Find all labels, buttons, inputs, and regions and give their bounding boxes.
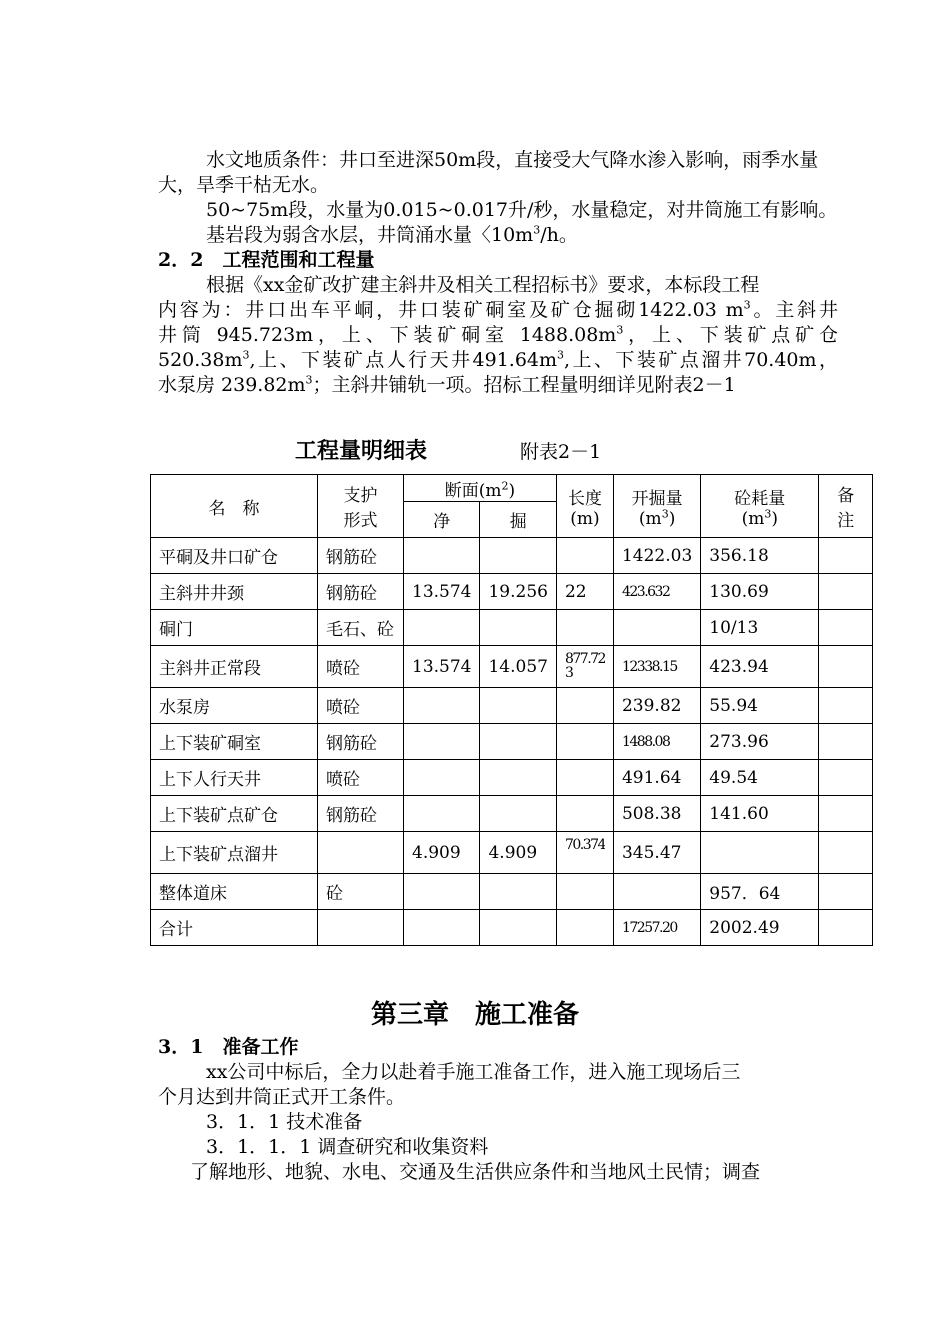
cell-support: 喷砼: [318, 646, 404, 688]
cell-length: [556, 874, 613, 910]
cell-excav: 12338.15: [613, 646, 700, 688]
cell-note: [819, 910, 873, 946]
cell-name: 平硐及井口矿仓: [151, 538, 318, 574]
header-name: 名 称: [151, 475, 318, 538]
cell-net: [404, 538, 480, 574]
table-row: [151, 724, 873, 760]
cell-net: 13.574: [404, 646, 480, 688]
table-header-row: [151, 475, 873, 502]
cell-dig: 19.256: [480, 574, 556, 610]
table-row: [151, 610, 873, 646]
table-title: 工程量明细表: [295, 438, 428, 464]
cell-length: 22: [556, 574, 613, 610]
cell-concrete: 55.94: [701, 688, 819, 724]
cell-dig: [480, 760, 556, 796]
cell-length: [556, 796, 613, 832]
cell-support: [318, 910, 404, 946]
cell-note: [819, 724, 873, 760]
cell-name: 上下人行天井: [151, 760, 318, 796]
table-row: [151, 688, 873, 724]
cell-note: [819, 796, 873, 832]
table-row: [151, 874, 873, 910]
prep-line-1: xx公司中标后，全力以赴着手施工准备工作，进入施工现场后三: [206, 1061, 741, 1083]
cell-note: [819, 610, 873, 646]
cell-name: 上下装矿点矿仓: [151, 796, 318, 832]
header-net: 净: [404, 502, 480, 538]
cell-name: 水泵房: [151, 688, 318, 724]
cell-support: 砼: [318, 874, 404, 910]
header-note: 备 注: [819, 475, 873, 538]
header-dig: 掘: [480, 502, 556, 538]
table-row: [151, 832, 873, 874]
survey-paragraph: 了解地形、地貌、水电、交通及生活供应条件和当地风土民情；调查: [190, 1161, 761, 1183]
cell-note: [819, 646, 873, 688]
scope-line-2: 内容为：井口出车平峒，井口装矿硐室及矿仓掘砌1422.03 $m^3$。主斜井: [158, 298, 838, 321]
cell-excav: 1488.08: [613, 724, 700, 760]
cell-dig: [480, 724, 556, 760]
cell-note: [819, 538, 873, 574]
header-excavation: 开掘量 $(m^3)$: [613, 475, 700, 538]
cell-name: 主斜井井颈: [151, 574, 318, 610]
cell-note: [819, 688, 873, 724]
cell-excav: [613, 874, 700, 910]
cell-name: 上下装矿硐室: [151, 724, 318, 760]
cell-dig: 14.057: [480, 646, 556, 688]
table-row: [151, 574, 873, 610]
heading-3-1-1-1: 3．1．1．1 调查研究和收集资料: [206, 1136, 489, 1158]
cell-name: 整体道床: [151, 874, 318, 910]
cell-support: 喷砼: [318, 688, 404, 724]
chapter3-block: [158, 1035, 838, 1185]
cell-note: [819, 832, 873, 874]
cell-support: 毛石、砼: [318, 610, 404, 646]
cell-note: [819, 874, 873, 910]
water-volume-paragraph: 50~75m段，水量为0.015~0.017升/秒，水量稳定，对井筒施工有影响。: [206, 199, 838, 221]
heading-3-1-1: 3．1．1 技术准备: [206, 1111, 363, 1133]
cell-concrete: 130.69: [701, 574, 819, 610]
cell-concrete: 273.96: [701, 724, 819, 760]
cell-net: [404, 610, 480, 646]
cell-support: 钢筋砼: [318, 796, 404, 832]
cell-support: 喷砼: [318, 760, 404, 796]
cell-name: 上下装矿点溜井: [151, 832, 318, 874]
scope-line-5: 水泵房 $239.82m^3$；主斜井铺轨一项。招标工程量明细详见附表2－1: [158, 373, 736, 396]
bedrock-paragraph: 基岩段为弱含水层，井筒涌水量〈$10m^3/h$。: [206, 223, 578, 246]
cell-net: [404, 910, 480, 946]
table-row: [151, 910, 873, 946]
section-3-1-heading: 3．1 准备工作: [158, 1036, 299, 1058]
scope-line-4: $520.38m^3$,上、下装矿点人行天井$491.64m^3$,上、下装矿点溜井70.40m，: [158, 348, 838, 371]
cell-name: 合计: [151, 910, 318, 946]
cell-support: 钢筋砼: [318, 574, 404, 610]
table-body: [151, 538, 873, 946]
cell-length: 70.374: [556, 832, 613, 874]
table-row: [151, 760, 873, 796]
cell-excav: 423.632: [613, 574, 700, 610]
cell-concrete: 141.60: [701, 796, 819, 832]
cell-dig: [480, 688, 556, 724]
cell-length: [556, 538, 613, 574]
cell-dig: [480, 610, 556, 646]
cell-excav: 508.38: [613, 796, 700, 832]
hydro-paragraph: 水文地质条件：井口至进深50m段，直接受大气降水渗入影响，雨季水量大，旱季干枯无水。: [158, 149, 819, 196]
cell-dig: [480, 796, 556, 832]
cell-concrete: 10/13: [701, 610, 819, 646]
cell-net: [404, 760, 480, 796]
table-row: [151, 796, 873, 832]
header-support: 支护 形式: [318, 475, 404, 538]
cell-support: 钢筋砼: [318, 724, 404, 760]
table-appendix-label: 附表2－1: [520, 441, 602, 463]
cell-net: [404, 796, 480, 832]
cell-dig: [480, 910, 556, 946]
table-row: [151, 646, 873, 688]
cell-excav: 17257.20: [613, 910, 700, 946]
intro-block: [158, 148, 838, 398]
cell-net: [404, 874, 480, 910]
cell-excav: 345.47: [613, 832, 700, 874]
scope-line-3: 井筒 945.723m，上、下装矿硐室 $1488.08m^3$，上、下装矿点矿仓: [158, 323, 838, 346]
cell-net: 13.574: [404, 574, 480, 610]
cell-length: [556, 610, 613, 646]
section-2-2-heading: 2．2 工程范围和工程量: [158, 249, 375, 271]
cell-length: [556, 760, 613, 796]
header-concrete: 砼耗量 $(m^3)$: [701, 475, 819, 538]
cell-concrete: 49.54: [701, 760, 819, 796]
cell-excav: 491.64: [613, 760, 700, 796]
cell-concrete: 423.94: [701, 646, 819, 688]
cell-support: [318, 832, 404, 874]
cell-length: 877.723: [556, 646, 613, 688]
cell-concrete: 957．64: [701, 874, 819, 910]
cell-excav: 1422.03: [613, 538, 700, 574]
cell-note: [819, 760, 873, 796]
cell-length: [556, 688, 613, 724]
cell-dig: [480, 538, 556, 574]
cell-concrete: 356.18: [701, 538, 819, 574]
chapter-3-title: 第三章 施工准备: [370, 1000, 579, 1030]
cell-excav: [613, 610, 700, 646]
cell-support: 钢筋砼: [318, 538, 404, 574]
prep-line-2: 个月达到井筒正式开工条件。: [158, 1086, 406, 1108]
cell-concrete: 2002.49: [701, 910, 819, 946]
header-length: 长度 (m): [556, 475, 613, 538]
cell-length: [556, 910, 613, 946]
cell-concrete: [701, 832, 819, 874]
cell-excav: 239.82: [613, 688, 700, 724]
cell-net: 4.909: [404, 832, 480, 874]
cell-dig: 4.909: [480, 832, 556, 874]
header-section: 断面$(m^2)$: [404, 475, 557, 502]
cell-dig: [480, 874, 556, 910]
cell-net: [404, 688, 480, 724]
table-row: [151, 538, 873, 574]
scope-line-1: 根据《xx金矿改扩建主斜井及相关工程招标书》要求，本标段工程: [206, 274, 760, 296]
cell-name: 硐门: [151, 610, 318, 646]
cell-note: [819, 574, 873, 610]
cell-net: [404, 724, 480, 760]
cell-length: [556, 724, 613, 760]
quantity-table: [150, 474, 873, 946]
cell-name: 主斜井正常段: [151, 646, 318, 688]
